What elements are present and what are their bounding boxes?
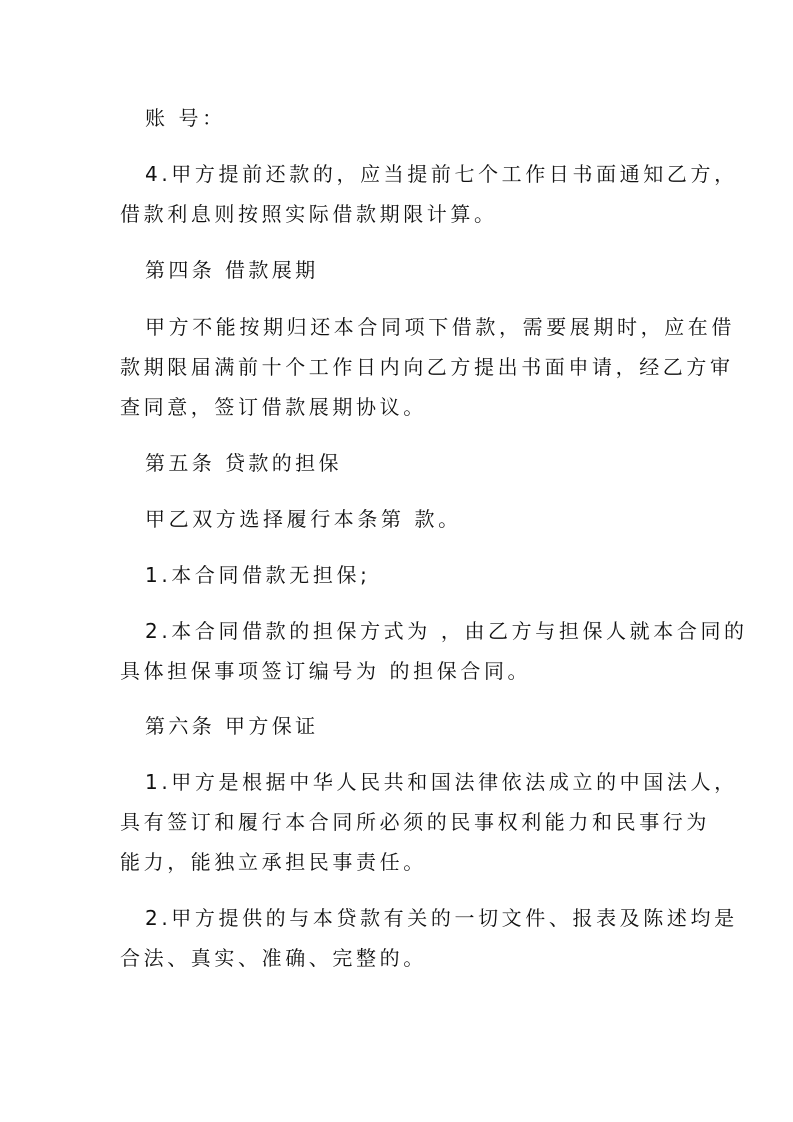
- article-4-heading: 第四条 借款展期: [145, 258, 319, 282]
- article-5-heading: 第五条 贷款的担保: [145, 451, 342, 475]
- article-6-item-2-line-1: 2.甲方提供的与本贷款有关的一切文件、报表及陈述均是: [145, 906, 738, 930]
- account-number-label: 账 号：: [145, 106, 226, 130]
- article-4-paragraph-line-2: 款期限届满前十个工作日内向乙方提出书面申请，经乙方审: [120, 355, 734, 379]
- clause-3-item-4-line-1: 4.甲方提前还款的，应当提前七个工作日书面通知乙方，: [145, 162, 738, 186]
- article-5-item-2-line-2: 具体担保事项签订编号为 的担保合同。: [120, 659, 532, 683]
- article-5-item-2-line-1: 2.本合同借款的担保方式为 ，由乙方与担保人就本合同的: [145, 619, 748, 643]
- clause-3-item-4-line-2: 借款利息则按照实际借款期限计算。: [120, 202, 498, 226]
- article-6-item-2-line-2: 合法、真实、准确、完整的。: [120, 946, 427, 970]
- article-5-intro: 甲乙双方选择履行本条第 款。: [145, 507, 462, 531]
- article-6-item-1-line-3: 能力，能独立承担民事责任。: [120, 850, 427, 874]
- article-4-paragraph-line-1: 甲方不能按期归还本合同项下借款，需要展期时，应在借: [145, 315, 735, 339]
- article-4-paragraph-line-3: 查同意，签订借款展期协议。: [120, 395, 427, 419]
- article-6-item-1-line-2: 具有签订和履行本合同所必须的民事权利能力和民事行为: [120, 810, 710, 834]
- article-5-item-1: 1.本合同借款无担保;: [145, 563, 371, 587]
- article-6-item-1-line-1: 1.甲方是根据中华人民共和国法律依法成立的中国法人，: [145, 770, 738, 794]
- article-6-heading: 第六条 甲方保证: [145, 714, 319, 738]
